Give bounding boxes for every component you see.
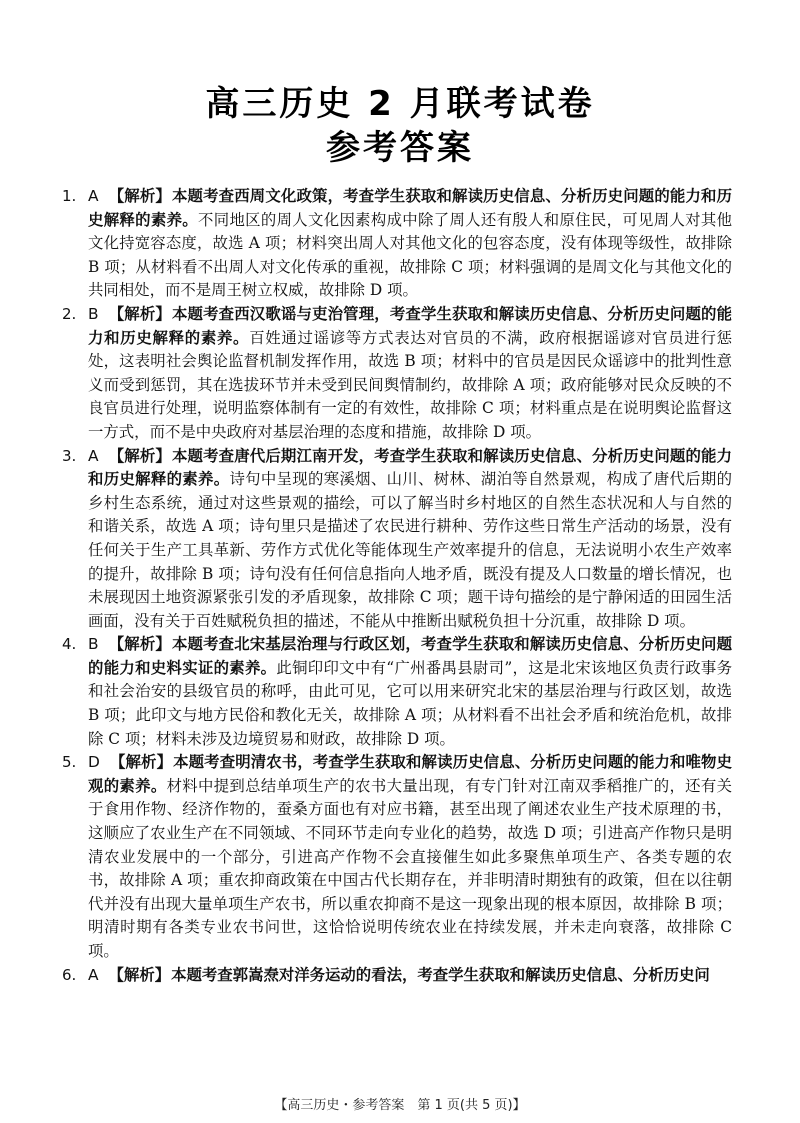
question-number: 3. xyxy=(62,446,77,465)
answer-letter: B xyxy=(88,635,99,654)
answer-item-3 xyxy=(62,445,732,634)
answer-letter: B xyxy=(88,304,99,323)
analysis-body: 材料中提到总结单项生产的农书大量出现，有专门针对江南双季稻推广的，还有关于食用作物、经济作物的，蚕桑方面也有对应书籍，甚至出现了阐述农业生产技术原理的书，这顺应了农业生产在不同领域、不同环节走向专业化的趋势，故选 D 项；引进高产作物只是明清农业发展中的一个部分，引进高产作物不会直接催生如此多聚焦单项生产、各类专题的农书，故排除 A 项；重农抑商政策在中国古代长期存在，并非明清时期独有的政策，但在以往朝代并没有出现大量单项生产农书，所以重农抑商不是这一现象出现的根本原因，故排除 B 项；明清时期有各类专业农书问世，这恰恰说明传统农业在持续发展，并未走向衰落，故排除 C 项。 xyxy=(88,776,732,960)
question-number: 1. xyxy=(62,187,77,205)
analysis-lead: 本题考查唐代后期江南开发，考查学生获取和解读历史信息、分析历史问题的能力和历史解释的素养。 xyxy=(88,446,732,489)
question-number: 6. xyxy=(62,965,77,984)
page-footer: 【高三历史・参考答案 第 1 页(共 5 页)】 xyxy=(274,1098,526,1113)
answer-item-1 xyxy=(62,185,732,303)
analysis-lead: 本题考查郭嵩焘对洋务运动的看法，考查学生获取和解读历史信息、分析历史问 xyxy=(171,965,710,984)
analysis-label: 【解析】 xyxy=(108,635,171,654)
analysis-label: 【解析】 xyxy=(109,753,173,772)
analysis-label: 【解析】 xyxy=(108,304,171,323)
question-number: 5. xyxy=(62,753,77,772)
analysis-label: 【解析】 xyxy=(108,187,171,205)
analysis-label: 【解析】 xyxy=(108,446,171,465)
page-title: 高三历史 2 月联考试卷 xyxy=(205,84,595,124)
page-subtitle: 参考答案 xyxy=(326,128,474,168)
analysis-lead: 本题考查西周文化政策，考查学生获取和解读历史信息、分析历史问题的能力和历史解释的素养。 xyxy=(88,187,732,229)
analysis-lead: 本题考查北宋基层治理与行政区划，考查学生获取和解读历史信息、分析历史问题的能力和史料实证的素养。 xyxy=(88,635,732,677)
question-number: 4. xyxy=(62,635,77,654)
answer-item-2 xyxy=(62,303,732,445)
title-block xyxy=(0,82,800,170)
answer-letter: A xyxy=(88,965,99,984)
analysis-body: 百姓通过谣谚等方式表达对官员的不满，政府根据谣谚对官员进行惩处，这表明社会舆论监督机制发挥作用，故选 B 项；材料中的官员是因民众谣谚中的批判性意义而受到惩罚，其在选拔环节并未受到民间舆情制约，故排除 A 项；政府能够对民众反映的不良官员进行处理，说明监察体制有一定的有效性，故排除 C 项；材料重点是在说明舆论监督这一方式，而不是中央政府对基层治理的态度和措施，故排除 D 项。 xyxy=(88,328,732,441)
answer-letter: A xyxy=(88,446,99,465)
analysis-lead: 本题考查西汉歌谣与吏治管理，考查学生获取和解读历史信息、分析历史问题的能力和历史解释的素养。 xyxy=(88,304,732,347)
analysis-lead: 本题考查明清农书，考查学生获取和解读历史信息、分析历史问题的能力和唯物史观的素养。 xyxy=(88,753,732,795)
answer-item-5 xyxy=(62,751,732,963)
answer-letter: A xyxy=(88,187,99,205)
answer-item-6 xyxy=(62,964,732,988)
analysis-body: 此铜印印文中有“广州番禺县尉司”，这是北宋该地区负责行政事务和社会治安的县级官员的称呼，由此可见，它可以用来研究北宋的基层治理与行政区划，故选 B 项；此印文与地方民俗和教化无关，故排除 A 项；从材料看不出社会矛盾和统治危机，故排除 C 项；材料未涉及边境贸易和财政，故排除 D 项。 xyxy=(88,658,732,748)
analysis-label: 【解析】 xyxy=(108,965,171,984)
question-number: 2. xyxy=(62,304,77,323)
analysis-body: 不同地区的周人文化因素构成中除了周人还有殷人和原住民，可见周人对其他文化持宽容态度，故选 A 项；材料突出周人对其他文化的包容态度，没有体现等级性，故排除 B 项；从材料看不出周人对文化传承的重视，故排除 C 项；材料强调的是周文化与其他文化的共同相处，而不是周王树立权威，故排除 D 项。 xyxy=(88,210,732,300)
answer-list xyxy=(62,185,732,987)
answer-item-4 xyxy=(62,633,732,751)
answer-letter: D xyxy=(88,753,100,772)
analysis-body: 诗句中呈现的寒溪烟、山川、树林、湖泊等自然景观，构成了唐代后期的乡村生态系统，通过对这些景观的描绘，可以了解当时乡村地区的自然生态状况和人与自然的和谐关系，故选 A 项；诗句里只是描述了农民进行耕种、劳作这些日常生产活动的场景，没有任何关于生产工具革新、劳作方式优化等能体现生产效率提升的信息，无法说明小农生产效率的提升，故排除 B 项；诗句没有任何信息指向人地矛盾，既没有提及人口数量的增长情况，也未展现因土地资源紧张引发的矛盾现象，故排除 C 项；题干诗句描绘的是宁静闲适的田园生活画面，没有关于百姓赋税负担的描述，不能从中推断出赋税负担十分沉重，故排除 D 项。 xyxy=(88,470,732,630)
